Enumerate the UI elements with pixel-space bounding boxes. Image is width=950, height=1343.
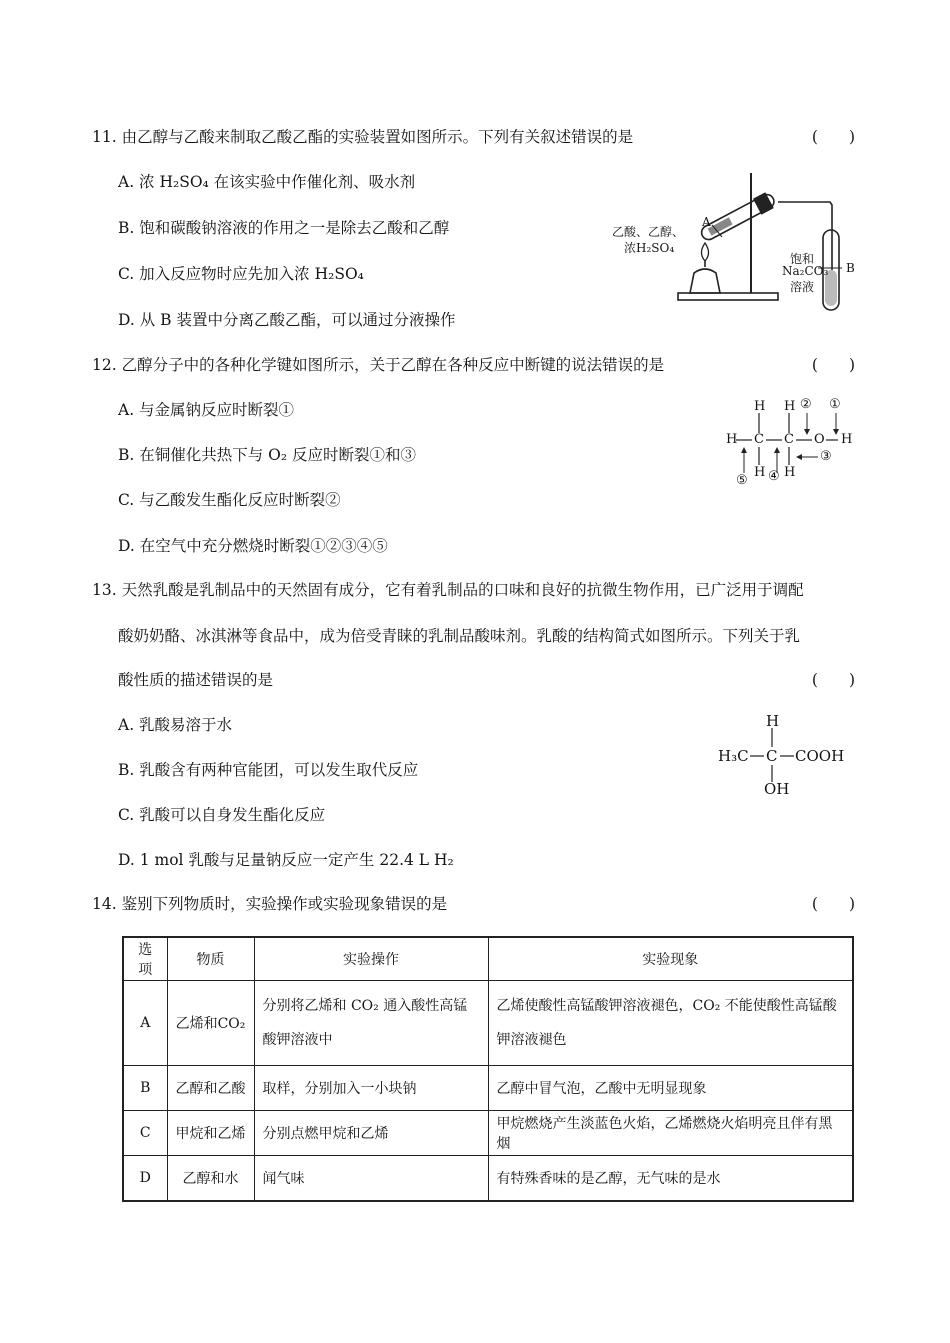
lactic-top-h: H [766,712,780,730]
atom-h-c1-bottom: H [754,465,766,480]
lactic-hydroxyl: OH [764,780,790,798]
row-d-substance: 乙醇和水 [167,1156,254,1202]
row-d-phenomenon: 有特殊香味的是乙醇，无气味的是水 [488,1156,853,1202]
q13-option-b: B. 乳酸含有两种官能团，可以发生取代反应 [118,761,419,779]
atom-h-c1-top: H [754,399,766,414]
apparatus-label-solution: 溶液 [790,280,815,294]
table-row [123,1066,853,1111]
row-a-option: A [123,981,167,1066]
row-d-operation: 闻气味 [254,1156,488,1202]
table-row [123,1111,853,1156]
q12-option-c: C. 与乙酸发生酯化反应时断裂② [118,491,341,509]
table-row [123,1156,853,1202]
row-c-option: C [123,1111,167,1156]
lactic-carboxyl: COOH [795,747,845,765]
q13-answer-paren: ( ) [811,671,855,689]
row-c-substance: 甲烷和乙烯 [167,1111,254,1156]
atom-h-oh: H [841,432,853,447]
row-a-phenomenon: 乙烯使酸性高锰酸钾溶液褪色，CO₂ 不能使酸性高锰酸钾溶液褪色 [488,981,853,1066]
row-b-option: B [123,1066,167,1111]
apparatus-label-acid: 浓H₂SO₄ [624,241,675,255]
row-b-operation: 取样，分别加入一小块钠 [254,1066,488,1111]
q13-stem-line2: 酸奶奶酪、冰淇淋等食品中，成为倍受青睐的乳制品酸味剂。乳酸的结构简式如图所示。下列关于乳 [118,627,801,645]
row-a-substance: 乙烯和CO₂ [167,981,254,1066]
ethanol-bond-figure [722,395,862,490]
atom-h-c2-top: H [784,399,796,414]
q11-option-a: A. 浓 H₂SO₄ 在该实验中作催化剂、吸水剂 [118,173,416,191]
atom-c2: C [784,432,794,447]
q12-stem: 12. 乙醇分子中的各种化学键如图所示，关于乙醇在各种反应中断键的说法错误的是 [92,356,665,374]
apparatus-label-b: B [846,261,855,275]
q11-stem: 11. 由乙醇与乙酸来制取乙酸乙酯的实验装置如图所示。下列有关叙述错误的是 [92,128,634,146]
q14-stem: 14. 鉴别下列物质时，实验操作或实验现象错误的是 [92,895,448,913]
q13-option-d: D. 1 mol 乳酸与足量钠反应一定产生 22.4 L H₂ [118,851,454,869]
table-header-row [123,937,853,981]
bond-label-2: ② [800,397,812,412]
q12-answer-paren: ( ) [811,356,855,374]
q13-stem-line3: 酸性质的描述错误的是 [118,671,274,689]
header-option: 选项 [123,937,167,981]
header-substance: 物质 [167,937,254,981]
atom-h-c2-bottom: H [784,465,796,480]
q11-answer-paren: ( ) [811,128,855,146]
q13-option-c: C. 乳酸可以自身发生酯化反应 [118,806,326,824]
row-b-phenomenon: 乙醇中冒气泡，乙酸中无明显现象 [488,1066,853,1111]
row-b-substance: 乙醇和乙酸 [167,1066,254,1111]
row-d-option: D [123,1156,167,1202]
lactic-center-carbon: C [766,747,778,765]
q14-answer-paren: ( ) [811,895,855,913]
q12-option-a: A. 与金属钠反应时断裂① [118,401,295,419]
q13-stem-line1: 13. 天然乳酸是乳制品中的天然固有成分，它有着乳制品的口味和良好的抗微生物作用，已广泛用于调配 [92,581,804,599]
row-c-operation: 分别点燃甲烷和乙烯 [254,1111,488,1156]
row-a-operation: 分别将乙烯和 CO₂ 通入酸性高锰酸钾溶液中 [254,981,488,1066]
q11-option-c: C. 加入反应物时应先加入浓 H₂SO₄ [118,265,364,283]
q13-option-a: A. 乳酸易溶于水 [118,716,233,734]
identification-table [122,936,854,1202]
bond-label-3: ③ [820,449,832,464]
bond-label-1: ① [829,397,841,412]
atom-h-left: H [726,432,738,447]
q12-option-b: B. 在铜催化共热下与 O₂ 反应时断裂①和③ [118,446,417,464]
atom-c1: C [754,432,764,447]
atom-o: O [814,432,825,447]
bond-label-4: ④ [768,469,780,484]
lactic-acid-structure [716,710,856,800]
header-phenomenon: 实验现象 [488,937,853,981]
header-operation: 实验操作 [254,937,488,981]
bond-label-5: ⑤ [736,473,748,488]
q12-option-d: D. 在空气中充分燃烧时断裂①②③④⑤ [118,537,388,555]
apparatus-label-na2co3: Na₂CO₃ [782,264,829,278]
q11-option-b: B. 饱和碳酸钠溶液的作用之一是除去乙酸和乙醇 [118,219,450,237]
apparatus-label-reagents: 乙酸、乙醇、 [612,225,685,239]
apparatus-label-saturated: 饱和 [790,252,815,266]
lactic-methyl: H₃C [718,747,749,765]
table-row [123,981,853,1066]
esterification-apparatus-figure [610,165,870,315]
row-c-phenomenon: 甲烷燃烧产生淡蓝色火焰，乙烯燃烧火焰明亮且伴有黑烟 [488,1111,853,1156]
q11-option-d: D. 从 B 装置中分离乙酸乙酯，可以通过分液操作 [118,311,456,329]
apparatus-label-a: A [702,215,711,229]
